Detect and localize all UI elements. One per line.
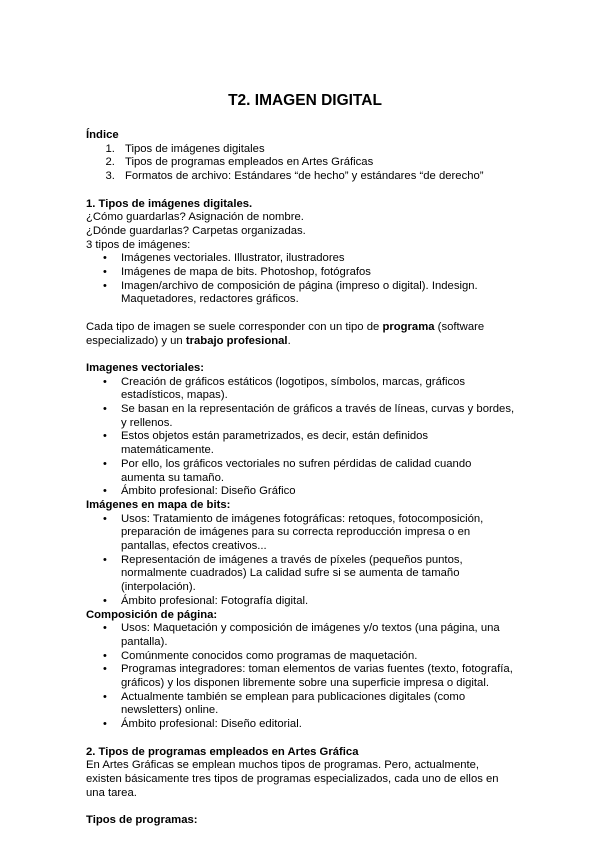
bullet-item: • Actualmente también se emplean para publicaciones digitales (como newsletters) online. — [119, 691, 516, 718]
bullet-item: • Imágenes de mapa de bits. Photoshop, fotógrafos — [119, 266, 516, 280]
bullet-item: • Imágenes vectoriales. Illustrator, ilustradores — [119, 252, 516, 266]
vectoriales-heading: Imagenes vectoriales: — [86, 361, 205, 374]
section1-line: ¿Cómo guardarlas? Asignación de nombre. — [86, 211, 304, 224]
bullet-item: • Representación de imágenes a través de píxeles (pequeños puntos, normalmente cuadrados) La calidad sufre si se aumenta de tamaño (interpolación). — [119, 554, 516, 595]
vectoriales-bullets — [86, 376, 516, 499]
para-bold-programa: programa — [382, 320, 435, 333]
section1-line: ¿Dónde guardarlas? Carpetas organizadas. — [86, 224, 306, 237]
bullet-item: • Por ello, los gráficos vectoriales no sufren pérdidas de calidad cuando aumenta su tamaño. — [119, 458, 516, 485]
section1-bullets — [86, 252, 516, 307]
bullet-item: • Usos: Tratamiento de imágenes fotográficas: retoques, fotocomposición, preparación de imágenes para su correcta reproducción impresa o en pantallas, efectos creativos... — [119, 513, 516, 554]
mapa-bits-bullets — [86, 513, 516, 609]
composicion-heading: Composición de página: — [86, 608, 218, 621]
index-heading: Índice — [86, 129, 119, 141]
section1-paragraph — [86, 321, 516, 348]
section2-text: En Artes Gráficas se emplean muchos tipos de programas. Pero, actualmente, existen básicamente tres tipos de programas especializados, cada uno de ellos en una tarea. — [86, 759, 499, 799]
bullet-item: • Comúnmente conocidos como programas de maquetación. — [119, 650, 516, 664]
index-list — [86, 143, 516, 184]
document-page — [86, 92, 516, 828]
section2-subheading: Tipos de programas: — [86, 814, 198, 827]
para-bold-trabajo: trabajo profesional — [185, 334, 288, 347]
bullet-item: • Usos: Maquetación y composición de imágenes y/o textos (una página, una pantalla). — [119, 622, 516, 649]
bullet-item: • Programas integradores: toman elementos de varias fuentes (texto, fotografía, gráficos) y los disponen libremente sobre una superficie impresa o digital. — [119, 663, 516, 690]
bullet-item: • Ámbito profesional: Diseño Gráfico — [119, 485, 516, 499]
section2-heading: 2. Tipos de programas empleados en Artes Gráfica — [86, 745, 359, 758]
bullet-item: • Estos objetos están parametrizados, es decir, están definidos matemáticamente. — [119, 430, 516, 457]
composicion-bullets — [86, 622, 516, 732]
section1-line: 3 tipos de imágenes: — [86, 238, 191, 251]
index-item: 2. Tipos de programas empleados en Artes Gráficas — [118, 156, 516, 170]
mapa-bits-heading: Imágenes en mapa de bits: — [86, 498, 231, 511]
document-title: T2. IMAGEN DIGITAL — [228, 92, 382, 109]
bullet-item: • Creación de gráficos estáticos (logotipos, símbolos, marcas, gráficos estadísticos, mapas). — [119, 376, 516, 403]
para-text: (software especializado) y un — [86, 320, 485, 347]
section1-heading: 1. Tipos de imágenes digitales. — [86, 197, 253, 210]
bullet-item: • Imagen/archivo de composición de página (impreso o digital). Indesign. Maquetadores, redactores gráficos. — [119, 280, 516, 307]
index-item: 3. Formatos de archivo: Estándares “de hecho” y estándares “de derecho” — [118, 170, 516, 184]
index-item: 1. Tipos de imágenes digitales — [118, 143, 516, 157]
bullet-item: • Ámbito profesional: Fotografía digital. — [119, 595, 516, 609]
para-text: . — [287, 334, 291, 347]
bullet-item: • Ámbito profesional: Diseño editorial. — [119, 718, 516, 732]
bullet-item: • Se basan en la representación de gráficos a través de líneas, curvas y bordes, y rellenos. — [119, 403, 516, 430]
para-text: Cada tipo de imagen se suele corresponder con un tipo de — [86, 320, 383, 333]
